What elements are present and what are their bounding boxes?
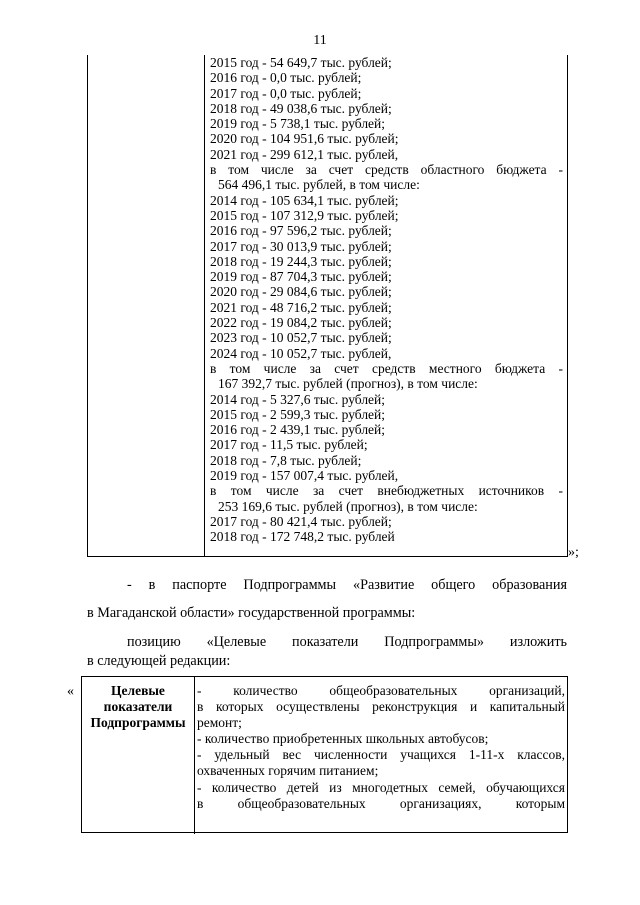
funding-line: 2021 год - 48 716,2 тыс. рублей; — [210, 299, 392, 315]
passport-paragraph-line1 — [127, 577, 567, 593]
table-column-divider — [194, 677, 195, 834]
funding-line: 2014 год - 105 634,1 тыс. рублей; — [210, 192, 399, 208]
funding-line: 2017 год - 0,0 тыс. рублей; — [210, 85, 362, 101]
paragraph-text: в Магаданской области» государственной программы: — [87, 605, 416, 621]
position-paragraph-line1 — [127, 634, 567, 650]
funding-line: 2022 год - 19 084,2 тыс. рублей; — [210, 315, 392, 331]
indicator-line: ремонт; — [197, 715, 242, 731]
position-paragraph-line2 — [87, 653, 567, 669]
funding-line: 2020 год - 29 084,6 тыс. рублей; — [210, 284, 392, 300]
indicator-line: - количество детей из многодетных семей, обучающихся — [197, 779, 565, 795]
opening-quote-mark: « — [67, 684, 74, 699]
closing-quote-mark: »; — [568, 545, 579, 560]
funding-line: 253 169,6 тыс. рублей (прогноз), в том числе: — [218, 498, 478, 514]
funding-line: 2018 год - 49 038,6 тыс. рублей; — [210, 100, 392, 116]
funding-line: 2017 год - 30 013,9 тыс. рублей; — [210, 238, 392, 254]
table-bottom-border — [87, 556, 568, 557]
funding-lines — [210, 55, 563, 545]
page-number: 11 — [313, 33, 327, 48]
indicator-line: в которых осуществлены реконструкция и капитальный — [197, 699, 565, 715]
funding-line: в том числе за счет внебюджетных источников - — [210, 483, 563, 499]
funding-line: 2018 год - 172 748,2 тыс. рублей — [210, 529, 395, 545]
table-column-divider — [204, 55, 205, 556]
label-line: Целевые — [111, 683, 165, 698]
funding-line: 2024 год - 10 052,7 тыс. рублей, — [210, 345, 392, 361]
funding-line: 2016 год - 0,0 тыс. рублей; — [210, 70, 362, 86]
funding-line: 2015 год - 54 649,7 тыс. рублей; — [210, 55, 392, 70]
funding-line: в том числе за счет средств областного бюджета - — [210, 162, 563, 178]
indicator-line: в общеобразовательных организациях, которым — [197, 795, 565, 811]
indicator-line: - количество приобретенных школьных автобусов; — [197, 731, 489, 747]
paragraph-text: - в паспорте Подпрограммы «Развитие общего образования — [127, 577, 567, 593]
funding-line: 2018 год - 19 244,3 тыс. рублей; — [210, 253, 392, 269]
table-right-border — [567, 55, 568, 556]
funding-line: 2015 год - 2 599,3 тыс. рублей; — [210, 406, 386, 422]
funding-line: 2015 год - 107 312,9 тыс. рублей; — [210, 207, 399, 223]
funding-line: 2017 год - 80 421,4 тыс. рублей; — [210, 513, 392, 529]
funding-line: 2014 год - 5 327,6 тыс. рублей; — [210, 391, 386, 407]
target-indicators-label — [83, 683, 193, 731]
table-left-border — [87, 55, 88, 556]
indicator-line: - количество общеобразовательных организаций, — [197, 683, 565, 698]
paragraph-text: позицию «Целевые показатели Подпрограммы» изложить — [127, 634, 567, 650]
label-line: Подпрограммы — [90, 715, 186, 730]
paragraph-text: в следующей редакции: — [87, 653, 231, 669]
funding-line: 2016 год - 2 439,1 тыс. рублей; — [210, 422, 386, 438]
funding-line: 2020 год - 104 951,6 тыс. рублей; — [210, 131, 399, 147]
funding-line: 2019 год - 157 007,4 тыс. рублей, — [210, 468, 399, 484]
indicator-line: охваченных горячим питанием; — [197, 763, 379, 779]
target-indicators-text — [197, 683, 565, 812]
funding-line: 2019 год - 87 704,3 тыс. рублей; — [210, 269, 392, 285]
funding-line: 2023 год - 10 052,7 тыс. рублей; — [210, 330, 392, 346]
passport-paragraph-line2 — [87, 605, 567, 621]
label-line: показатели — [103, 699, 173, 714]
funding-line: 2017 год - 11,5 тыс. рублей; — [210, 437, 368, 453]
funding-line: 2018 год - 7,8 тыс. рублей; — [210, 452, 362, 468]
funding-line: 2019 год - 5 738,1 тыс. рублей; — [210, 116, 386, 132]
funding-line: в том числе за счет средств местного бюджета - — [210, 360, 563, 376]
indicator-line: - удельный вес численности учащихся 1-11-х классов, — [197, 747, 565, 763]
funding-line: 2021 год - 299 612,1 тыс. рублей, — [210, 146, 399, 162]
funding-line: 2016 год - 97 596,2 тыс. рублей; — [210, 223, 392, 239]
funding-line: 167 392,7 тыс. рублей (прогноз), в том числе: — [218, 376, 478, 392]
funding-line: 564 496,1 тыс. рублей, в том числе: — [218, 177, 420, 193]
